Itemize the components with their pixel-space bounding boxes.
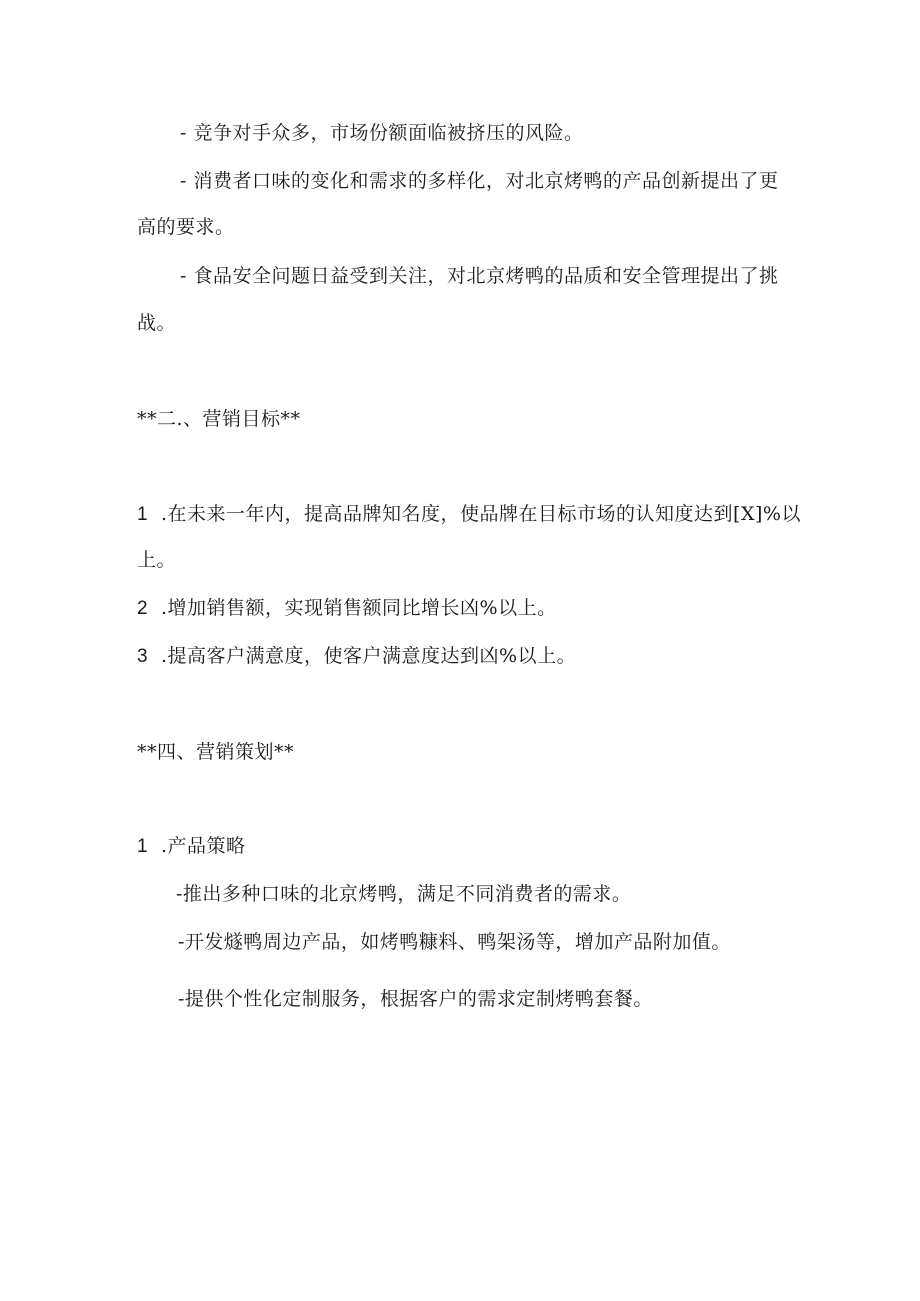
risk-item-3-line-2: 战。	[137, 312, 177, 334]
plan-bullet-1: -推出多种口味的北京烤鸭，满足不同消费者的需求。	[176, 883, 632, 905]
plan-bullet-3: -提供个性化定制服务，根据客户的需求定制烤鸭套餐。	[178, 988, 653, 1010]
plan-subsection-title: .产品策略	[161, 835, 246, 857]
risk-item-2-line-2: 高的要求。	[137, 216, 235, 238]
goal-item-1-line-2: 上。	[137, 549, 177, 571]
goal-item-3	[137, 647, 576, 666]
goal-item-1	[137, 505, 801, 524]
goal-item-3-text: .提高客户满意度，使客户满意度达到凶%以上。	[161, 645, 577, 667]
risk-item-3-line-1: - 食品安全问题日益受到关注，对北京烤鸭的品质和安全管理提出了挑	[180, 265, 779, 287]
plan-subsection-product-strategy	[137, 837, 246, 856]
goal-item-1-text: .在未来一年内，提高品牌知名度，使品牌在目标市场的认知度达到[X]%以	[161, 503, 801, 525]
goal-item-2	[137, 599, 557, 618]
goal-item-2-text: .增加销售额，实现销售额同比增长凶%以上。	[161, 597, 557, 619]
plan-bullet-2: -开发燧鸭周边产品，如烤鸭糠料、鸭架汤等，增加产品附加值。	[178, 931, 731, 953]
goal-item-2-number: 2	[137, 598, 149, 619]
section-heading-goals: **二.、营销目标**	[137, 408, 301, 430]
plan-subsection-number: 1	[137, 836, 149, 857]
goal-item-1-number: 1	[137, 504, 149, 525]
goal-item-3-number: 3	[137, 646, 149, 667]
risk-item-2-line-1: - 消费者口味的变化和需求的多样化，对北京烤鸭的产品创新提出了更	[180, 170, 779, 192]
section-heading-plan: **四、营销策划**	[137, 741, 295, 763]
risk-item-1: - 竞争对手众多，市场份额面临被挤压的风险。	[180, 122, 584, 144]
